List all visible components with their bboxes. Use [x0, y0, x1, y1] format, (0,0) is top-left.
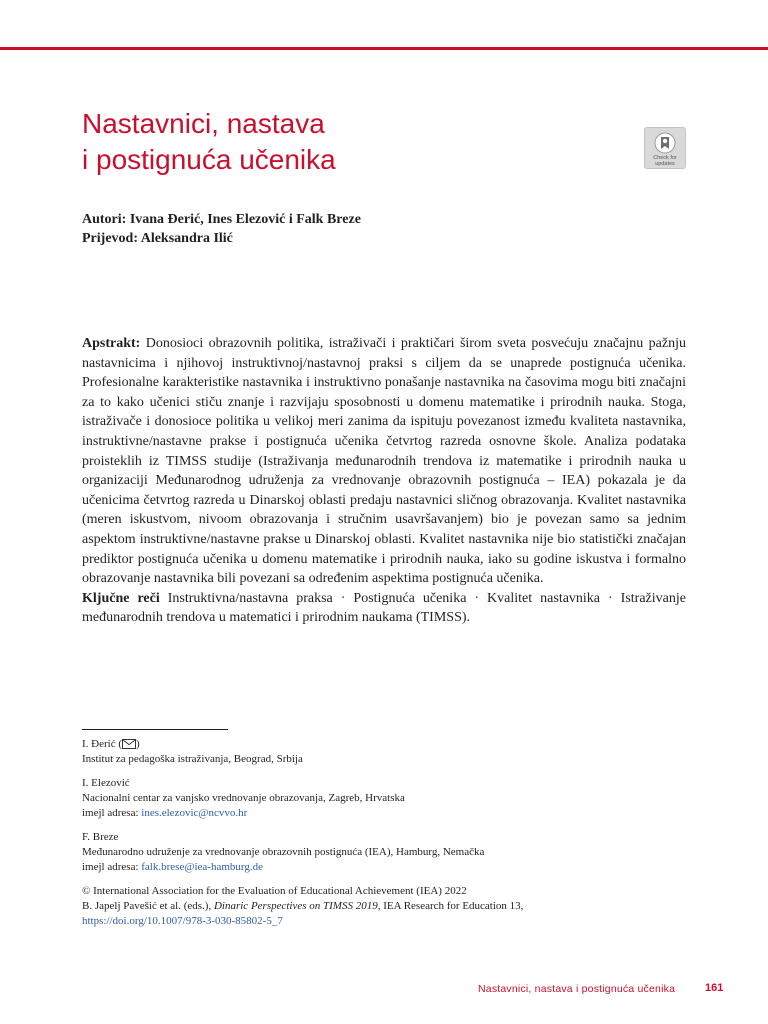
- keywords-paragraph: [82, 589, 686, 628]
- running-head: Nastavnici, nastava i postignuća učenika: [478, 983, 676, 995]
- abstract-label: Apstrakt:: [82, 336, 141, 351]
- citation-editors: B. Japelj Pavešić et al. (eds.),: [82, 900, 214, 912]
- footnote-rule: [82, 729, 228, 730]
- footnotes: [82, 737, 686, 938]
- abstract-text: Donosioci obrazovnih politika, istraživači i praktičari širom sveta posvećuju značajnu pažnju nastavnicima i njihovoj instruktivnoj/nastavnoj praksi s ciljem da se unaprede postignuća učenika. Profesionalne karakteristike nastavnika i instruktivno ponašanje nastavnika na časovima mogu biti značajni za to kako učenici stiču znanje i razvijaju sposobnosti u domenu matematike i prirodnih nauka. Stoga, istraživače i donosioce politika u velikoj meri zanima da ispituju povezanost između kvaliteta nastavnika, instruktivne/nastavne prakse i postignuća učenika četvrtog razreda osnovne škole. Analiza podataka proisteklih iz TIMSS studije (Istraživanja međunarodnih trendova iz matematike i prirodnih nauka u organizaciji Međunarodnog udruženja za vrednovanje obrazovnih postignuća – IEA) pokazala je da učenicima četvrtog razreda u Dinarskoj oblasti predaju nastavnici sličnog obrazovanja. Kvalitet nastavnika (meren iskustvom, nivoom obrazovanja i stručnim usavršavanjem) bio je povezan samo sa jednim aspektom instruktivne/nastavne prakse u Dinarskoj oblasti. Kvalitet nastavnika nije bio statistički značajan prediktor postignuća učenika u domenu matematike i prirodnih nauka, iako su godine iskustva i formalno obrazovanje nastavnika bili povezani sa određenim aspektima postignuća učenika.: [82, 336, 686, 587]
- footnote-deric-name-line: [82, 737, 686, 752]
- footnote-breze-email-line: [82, 860, 686, 875]
- citation-series: , IEA Research for Education 13,: [377, 900, 524, 912]
- abstract-paragraph: [82, 334, 686, 589]
- check-for-updates-badge[interactable]: [644, 127, 686, 169]
- check-for-updates-label: [645, 155, 685, 167]
- chapter-title-line1: Nastavnici, nastava: [82, 108, 325, 139]
- footnote-breze-email-label: imejl adresa:: [82, 861, 142, 873]
- citation-line: [82, 899, 686, 914]
- footnote-deric-affiliation: Institut za pedagoška istraživanja, Beograd, Srbija: [82, 753, 303, 765]
- authors-line: Autori: Ivana Đerić, Ines Elezović i Falk Breze: [82, 212, 361, 227]
- footnote-elezovic-name: I. Elezović: [82, 777, 130, 789]
- footnote-elezovic-affiliation: Nacionalni centar za vanjsko vrednovanje obrazovanja, Zagreb, Hrvatska: [82, 792, 405, 804]
- doi-line: [82, 914, 686, 929]
- doi-link[interactable]: https://doi.org/10.1007/978-3-030-85802-5_7: [82, 915, 283, 927]
- email-link-elezovic[interactable]: ines.elezovic@ncvvo.hr: [141, 807, 248, 819]
- keywords-label: Ključne reči: [82, 590, 160, 606]
- footnote-breze-name: F. Breze: [82, 831, 119, 843]
- footnote-deric: [82, 737, 686, 767]
- email-link-breze[interactable]: falk.brese@iea-hamburg.de: [141, 861, 263, 873]
- keywords-text: Instruktivna/nastavna praksa · Postignuća učenika · Kvalitet nastavnika · Istraživanje međunarodnih trendova u matematici i prirodnim naukama (TIMSS).: [82, 590, 686, 626]
- chapter-title: [82, 106, 336, 178]
- footnote-elezovic-email-label: imejl adresa:: [82, 807, 142, 819]
- footnote-elezovic-email-line: [82, 806, 686, 821]
- abstract-section: [82, 334, 686, 628]
- check-for-updates-line1: Check for: [653, 155, 677, 161]
- footnote-breze-affiliation: Međunarodno udruženje za vrednovanje obrazovnih postignuća (IEA), Hamburg, Nemačka: [82, 846, 485, 858]
- footnote-deric-name-close: ): [136, 738, 140, 750]
- footnote-breze: [82, 830, 686, 875]
- chapter-title-line2: i postignuća učenika: [82, 144, 336, 175]
- translation-line: Prijevod: Aleksandra Ilić: [82, 231, 233, 246]
- bookmark-check-icon: [654, 132, 676, 154]
- top-rule: [0, 47, 768, 50]
- check-for-updates-line2: updates: [655, 161, 675, 167]
- page-number: 161: [705, 982, 724, 994]
- footnote-deric-name: I. Đerić (: [82, 738, 123, 750]
- author-block: [82, 210, 361, 248]
- footnote-copyright: [82, 884, 686, 929]
- envelope-icon[interactable]: [122, 739, 136, 749]
- citation-book-title: Dinaric Perspectives on TIMSS 2019: [213, 900, 378, 912]
- footnote-elezovic: [82, 776, 686, 821]
- copyright-line: © International Association for the Evaluation of Educational Achievement (IEA) 2022: [82, 885, 467, 897]
